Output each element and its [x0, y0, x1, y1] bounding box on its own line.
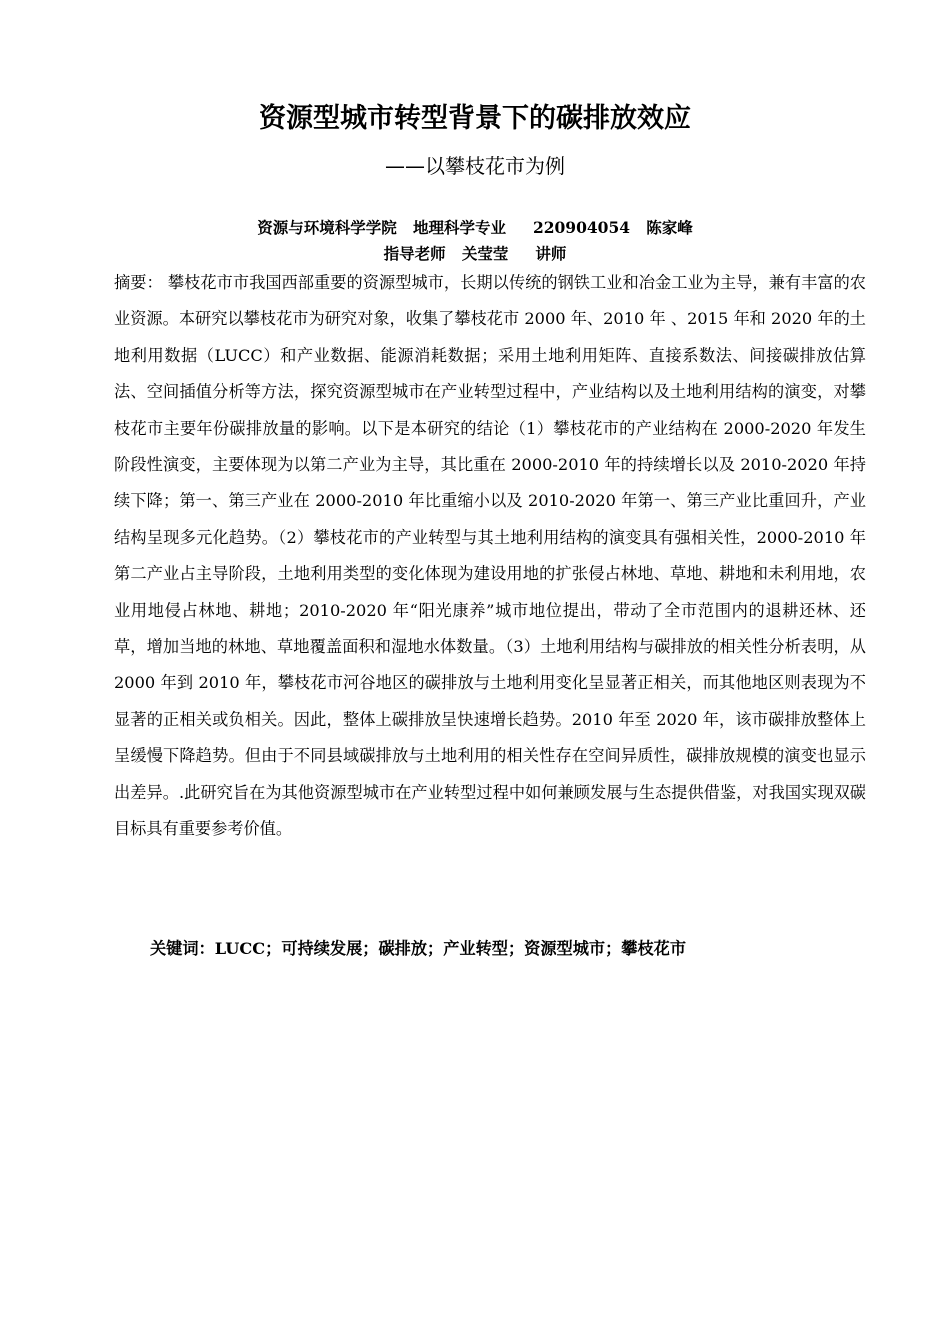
- paper-subtitle: ——以攀枝花市为例: [385, 154, 565, 178]
- abstract-paragraph: [114, 265, 866, 848]
- keywords-line: 关键词：LUCC；可持续发展；碳排放；产业转型；资源型城市；攀枝花市: [150, 939, 687, 958]
- author-info: 资源与环境科学学院 地理科学专业 220904054 陈家峰: [257, 218, 693, 237]
- advisor-info: 指导老师 关莹莹 讲师: [383, 244, 567, 263]
- abstract-label: 摘要：: [114, 273, 163, 292]
- abstract-text: 攀枝花市市我国西部重要的资源型城市，长期以传统的钢铁工业和冶金工业为主导，兼有丰富的农业资源。本研究以攀枝花市为研究对象，收集了攀枝花市 2000 年、2010 年 、2015 年和 2020 年的土地利用数据（LUCC）和产业数据、能源消耗数据；采用土地利用矩阵、直接系数法、间接碳排放估算法、空间插值分析等方法，探究资源型城市在产业转型过程中，产业结构以及土地利用结构的演变，对攀枝花市主要年份碳排放量的影响。以下是本研究的结论（1）攀枝花市的产业结构在 2000-2020 年发生阶段性演变，主要体现为以第二产业为主导，其比重在 2000-2010 年的持续增长以及 2010-2020 年持续下降；第一、第三产业在 2000-2010 年比重缩小以及 2010-2020 年第一、第三产业比重回升，产业结构呈现多元化趋势。（2）攀枝花市的产业转型与其土地利用结构的演变具有强相关性，2000-2010 年第二产业占主导阶段，土地利用类型的变化体现为建设用地的扩张侵占林地、草地、耕地和未利用地，农业用地侵占林地、耕地；2010-2020 年“阳光康养”城市地位提出，带动了全市范围内的退耕还林、还草，增加当地的林地、草地覆盖面积和湿地水体数量。（3）土地利用结构与碳排放的相关性分析表明，从 2000 年到 2010 年，攀枝花市河谷地区的碳排放与土地利用变化呈显著正相关，而其他地区则表现为不显著的正相关或负相关。因此，整体上碳排放呈快速增长趋势。2010 年至 2020 年，该市碳排放整体上呈缓慢下降趋势。但由于不同县域碳排放与土地利用的相关性存在空间异质性，碳排放规模的演变也显示出差异。.此研究旨在为其他资源型城市在产业转型过程中如何兼顾发展与生态提供借鉴，对我国实现双碳目标具有重要参考价值。: [114, 273, 866, 839]
- paper-title: 资源型城市转型背景下的碳排放效应: [259, 103, 691, 134]
